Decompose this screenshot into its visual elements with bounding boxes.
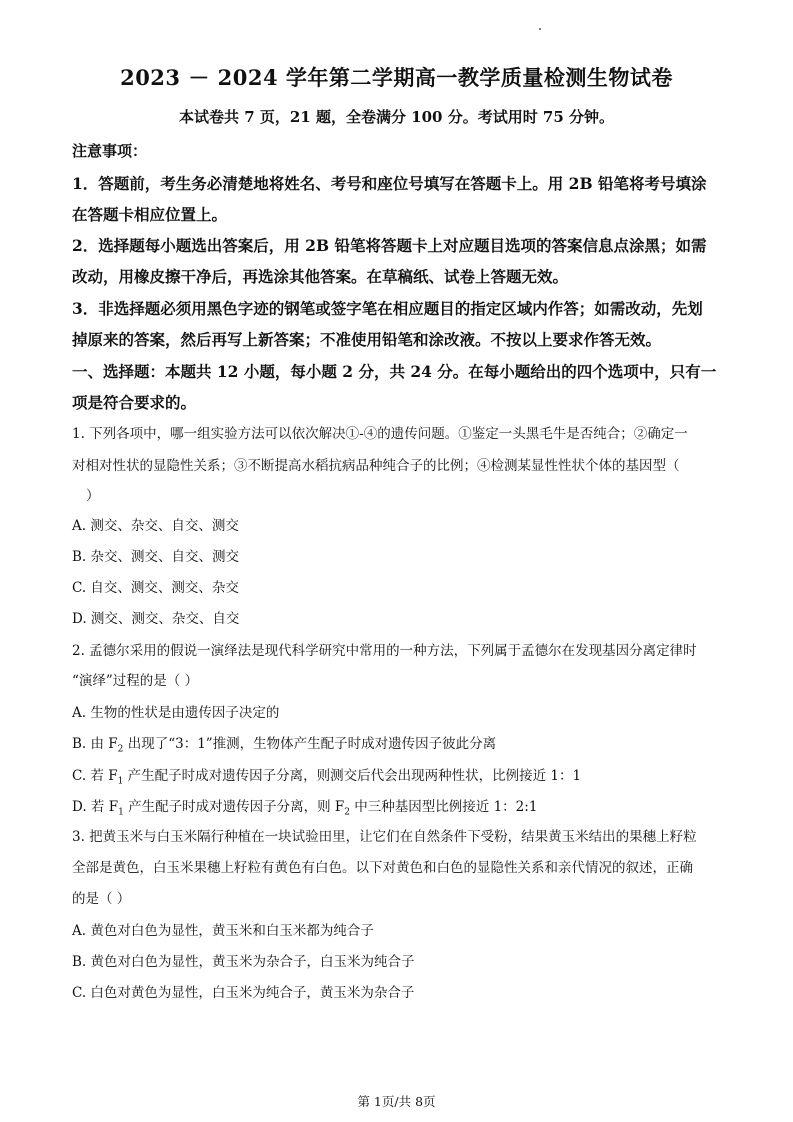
q2-stem: “演绎”过程的是（ ） — [72, 673, 199, 689]
stray-dot — [539, 28, 541, 30]
q1-stem: 1. 下列各项中，哪一组实验方法可以依次解决①-④的遗传问题。①鉴定一头黑毛牛是否纯合；②确定一 — [72, 426, 688, 442]
q1-option-b: B. 杂交、测交、自交、测交 — [72, 549, 240, 565]
q3-stem: 的是（ ） — [72, 891, 131, 907]
page-number: 第 1页/共 8页 — [357, 1094, 436, 1109]
exam-info: 本试卷共 7 页，21 题，全卷满分 100 分。考试用时 75 分钟。 — [178, 108, 615, 126]
q1-stem: ） — [86, 488, 100, 504]
q1-option-d: D. 测交、测交、杂交、自交 — [72, 611, 240, 627]
notice-line: 在答题卡相应位置上。 — [72, 205, 228, 224]
notice-line: 1．答题前，考生务必清楚地将姓名、考号和座位号填写在答题卡上。用 2B 铅笔将考号填涂 — [72, 174, 707, 193]
q3-option-b: B. 黄色对白色为显性，黄玉米为杂合子，白玉米为纯合子 — [72, 954, 415, 970]
q2-stem: 2. 孟德尔采用的假说一演绎法是现代科学研究中常用的一种方法，下列属于孟德尔在发现基因分离定律时 — [72, 643, 697, 659]
section-heading: 一、选择题：本题共 12 小题，每小题 2 分，共 24 分。在每小题给出的四个选项中，只有一 — [72, 362, 717, 381]
page-title: 2023 － 2024 学年第二学期高一教学质量检测生物试卷 — [120, 65, 673, 90]
q3-option-c: C. 白色对黄色为显性，白玉米为纯合子，黄玉米为杂合子 — [72, 985, 415, 1001]
q2-option-b: B. 由 $F_2$ 出现了“3：1”推测，生物体产生配子时成对遗传因子彼此分离 — [72, 736, 497, 755]
q3-option-a: A. 黄色对白色为显性，黄玉米和白玉米都为纯合子 — [72, 923, 374, 939]
q3-stem: 全部是黄色，白玉米果穗上籽粒有黄色有白色。以下对黄色和白色的显隐性关系和亲代情况的叙述，正确 — [72, 860, 693, 876]
q1-option-c: C. 自交、测交、测交、杂交 — [72, 580, 239, 596]
notice-line: 3．非选择题必须用黑色字迹的钢笔或签字笔在相应题目的指定区域内作答；如需改动，先划 — [72, 299, 703, 318]
q2-option-d: D. 若 $F_1$ 产生配子时成对遗传因子分离，则 $F_2$ 中三种基因型比例接近 1：2:1 — [72, 799, 538, 818]
q1-option-a: A. 测交、杂交、自交、测交 — [72, 518, 239, 534]
q3-stem: 3. 把黄玉米与白玉米隔行种植在一块试验田里，让它们在自然条件下受粉，结果黄玉米结出的果穗上籽粒 — [72, 829, 697, 845]
q2-option-c: C. 若 $F_1$ 产生配子时成对遗传因子分离，则测交后代会出现两种性状，比例接近 1：1 — [72, 768, 582, 787]
notice-line: 2．选择题每小题选出答案后，用 2B 铅笔将答题卡上对应题目选项的答案信息点涂黑；如需 — [72, 236, 707, 255]
notice-line: 掉原来的答案，然后再写上新答案；不准使用铅笔和涂改液。不按以上要求作答无效。 — [72, 330, 662, 349]
notice-heading: 注意事项： — [72, 142, 148, 160]
notice-line: 改动，用橡皮擦干净后，再选涂其他答案。在草稿纸、试卷上答题无效。 — [72, 267, 569, 286]
section-heading-cont: 项是符合要求的。 — [72, 393, 197, 412]
q1-stem: 对相对性状的显隐性关系；③不断提高水稻抗病品种纯合子的比例；④检测某显性性状个体的基因型（ — [72, 458, 680, 474]
q2-option-a: A. 生物的性状是由遗传因子决定的 — [72, 705, 280, 721]
